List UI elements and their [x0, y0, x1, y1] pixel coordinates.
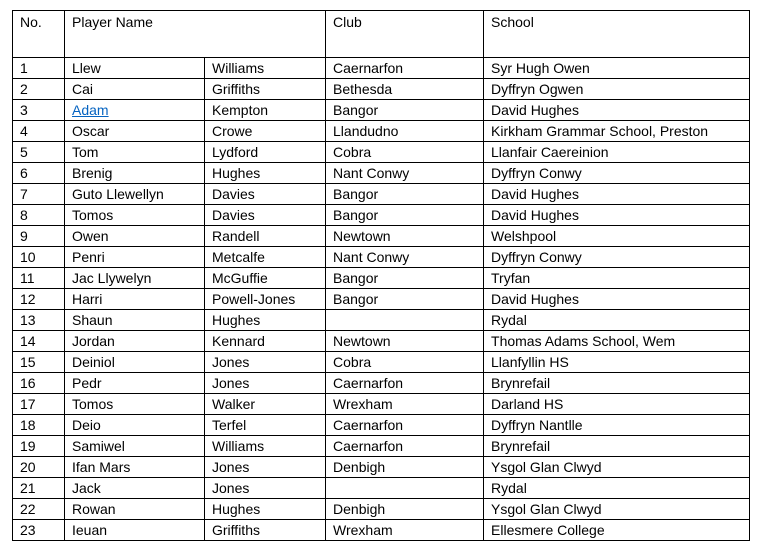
cell-club: Caernarfon: [326, 373, 484, 394]
cell-first-name: Guto Llewellyn: [65, 184, 205, 205]
cell-first-name: Pedr: [65, 373, 205, 394]
cell-school: Kirkham Grammar School, Preston: [484, 121, 750, 142]
table-row: [13, 142, 750, 163]
header-club: Club: [326, 11, 484, 58]
cell-first-name: Ifan Mars: [65, 457, 205, 478]
cell-school: Tryfan: [484, 268, 750, 289]
cell-club: Wrexham: [326, 394, 484, 415]
cell-last-name: Metcalfe: [205, 247, 326, 268]
cell-school: Rydal: [484, 478, 750, 499]
cell-last-name: Jones: [205, 457, 326, 478]
cell-no: 15: [13, 352, 65, 373]
table-row: [13, 247, 750, 268]
table-row: [13, 457, 750, 478]
cell-club: Bethesda: [326, 79, 484, 100]
cell-last-name: Jones: [205, 478, 326, 499]
cell-school: Thomas Adams School, Wem: [484, 331, 750, 352]
cell-last-name: Hughes: [205, 163, 326, 184]
cell-school: Dyffryn Ogwen: [484, 79, 750, 100]
cell-last-name: McGuffie: [205, 268, 326, 289]
cell-first-name: Harri: [65, 289, 205, 310]
cell-club: Caernarfon: [326, 415, 484, 436]
table-row: [13, 310, 750, 331]
cell-no: 4: [13, 121, 65, 142]
cell-club: Bangor: [326, 205, 484, 226]
cell-first-name: [65, 100, 205, 121]
cell-school: Llanfyllin HS: [484, 352, 750, 373]
table-row: [13, 478, 750, 499]
cell-no: 10: [13, 247, 65, 268]
cell-no: 6: [13, 163, 65, 184]
cell-school: Llanfair Caereinion: [484, 142, 750, 163]
cell-no: 23: [13, 520, 65, 541]
table-row: [13, 394, 750, 415]
cell-no: 8: [13, 205, 65, 226]
cell-last-name: Powell-Jones: [205, 289, 326, 310]
table-row: [13, 163, 750, 184]
table-row: [13, 184, 750, 205]
cell-last-name: Kennard: [205, 331, 326, 352]
player-roster-table: [12, 10, 750, 541]
cell-school: David Hughes: [484, 289, 750, 310]
cell-club: Nant Conwy: [326, 247, 484, 268]
table-header-row: [13, 11, 750, 58]
cell-school: Brynrefail: [484, 373, 750, 394]
cell-school: Brynrefail: [484, 436, 750, 457]
cell-club: [326, 478, 484, 499]
cell-last-name: Davies: [205, 205, 326, 226]
cell-first-name: Jac Llywelyn: [65, 268, 205, 289]
table-row: [13, 352, 750, 373]
cell-school: Dyffryn Conwy: [484, 247, 750, 268]
table-row: [13, 415, 750, 436]
cell-school: Darland HS: [484, 394, 750, 415]
cell-club: Wrexham: [326, 520, 484, 541]
cell-last-name: Crowe: [205, 121, 326, 142]
cell-club: Bangor: [326, 289, 484, 310]
cell-no: 14: [13, 331, 65, 352]
cell-club: Caernarfon: [326, 436, 484, 457]
cell-first-name: Tomos: [65, 394, 205, 415]
header-no: No.: [13, 11, 65, 58]
cell-club: Bangor: [326, 100, 484, 121]
cell-first-name: Deio: [65, 415, 205, 436]
cell-first-name: Rowan: [65, 499, 205, 520]
cell-first-name: Deiniol: [65, 352, 205, 373]
cell-club: Llandudno: [326, 121, 484, 142]
cell-club: Newtown: [326, 331, 484, 352]
cell-first-name: Ieuan: [65, 520, 205, 541]
cell-first-name: Brenig: [65, 163, 205, 184]
cell-first-name: Jack: [65, 478, 205, 499]
cell-school: Rydal: [484, 310, 750, 331]
cell-last-name: Davies: [205, 184, 326, 205]
cell-last-name: Griffiths: [205, 79, 326, 100]
table-body: [13, 58, 750, 541]
cell-first-name: Oscar: [65, 121, 205, 142]
cell-no: 9: [13, 226, 65, 247]
cell-club: Cobra: [326, 142, 484, 163]
cell-no: 20: [13, 457, 65, 478]
cell-first-name: Samiwel: [65, 436, 205, 457]
cell-school: Syr Hugh Owen: [484, 58, 750, 79]
cell-no: 12: [13, 289, 65, 310]
cell-club: Caernarfon: [326, 58, 484, 79]
cell-last-name: Hughes: [205, 499, 326, 520]
table-row: [13, 499, 750, 520]
cell-club: Nant Conwy: [326, 163, 484, 184]
cell-no: 16: [13, 373, 65, 394]
cell-last-name: Williams: [205, 436, 326, 457]
cell-last-name: Hughes: [205, 310, 326, 331]
cell-no: 11: [13, 268, 65, 289]
cell-school: David Hughes: [484, 184, 750, 205]
cell-first-name: Jordan: [65, 331, 205, 352]
cell-club: [326, 310, 484, 331]
cell-school: Welshpool: [484, 226, 750, 247]
cell-last-name: Randell: [205, 226, 326, 247]
table-row: [13, 79, 750, 100]
cell-no: 3: [13, 100, 65, 121]
table-row: [13, 268, 750, 289]
cell-school: David Hughes: [484, 205, 750, 226]
cell-no: 21: [13, 478, 65, 499]
table-row: [13, 289, 750, 310]
cell-club: Denbigh: [326, 499, 484, 520]
cell-first-name: Shaun: [65, 310, 205, 331]
cell-first-name: Tom: [65, 142, 205, 163]
cell-no: 1: [13, 58, 65, 79]
cell-last-name: Walker: [205, 394, 326, 415]
cell-school: Dyffryn Nantlle: [484, 415, 750, 436]
cell-club: Bangor: [326, 184, 484, 205]
table-row: [13, 331, 750, 352]
table-row: [13, 373, 750, 394]
cell-club: Bangor: [326, 268, 484, 289]
cell-club: Denbigh: [326, 457, 484, 478]
cell-school: Ysgol Glan Clwyd: [484, 499, 750, 520]
cell-no: 5: [13, 142, 65, 163]
cell-no: 13: [13, 310, 65, 331]
table-row: [13, 100, 750, 121]
cell-first-name: Owen: [65, 226, 205, 247]
cell-last-name: Lydford: [205, 142, 326, 163]
cell-school: Ellesmere College: [484, 520, 750, 541]
cell-no: 19: [13, 436, 65, 457]
cell-school: Dyffryn Conwy: [484, 163, 750, 184]
cell-first-name: Cai: [65, 79, 205, 100]
cell-school: Ysgol Glan Clwyd: [484, 457, 750, 478]
cell-first-name: Tomos: [65, 205, 205, 226]
cell-first-name: Penri: [65, 247, 205, 268]
cell-last-name: Kempton: [205, 100, 326, 121]
cell-no: 18: [13, 415, 65, 436]
cell-last-name: Terfel: [205, 415, 326, 436]
cell-club: Newtown: [326, 226, 484, 247]
cell-no: 2: [13, 79, 65, 100]
cell-last-name: Jones: [205, 352, 326, 373]
cell-last-name: Jones: [205, 373, 326, 394]
cell-last-name: Griffiths: [205, 520, 326, 541]
table-row: [13, 520, 750, 541]
table-row: [13, 121, 750, 142]
table-row: [13, 436, 750, 457]
table-row: [13, 226, 750, 247]
header-school: School: [484, 11, 750, 58]
cell-first-name: Llew: [65, 58, 205, 79]
header-player-name: Player Name: [65, 11, 326, 58]
player-name-link[interactable]: Adam: [72, 102, 109, 118]
table-row: [13, 58, 750, 79]
cell-club: Cobra: [326, 352, 484, 373]
table-row: [13, 205, 750, 226]
cell-no: 22: [13, 499, 65, 520]
cell-school: David Hughes: [484, 100, 750, 121]
cell-no: 7: [13, 184, 65, 205]
cell-no: 17: [13, 394, 65, 415]
cell-last-name: Williams: [205, 58, 326, 79]
